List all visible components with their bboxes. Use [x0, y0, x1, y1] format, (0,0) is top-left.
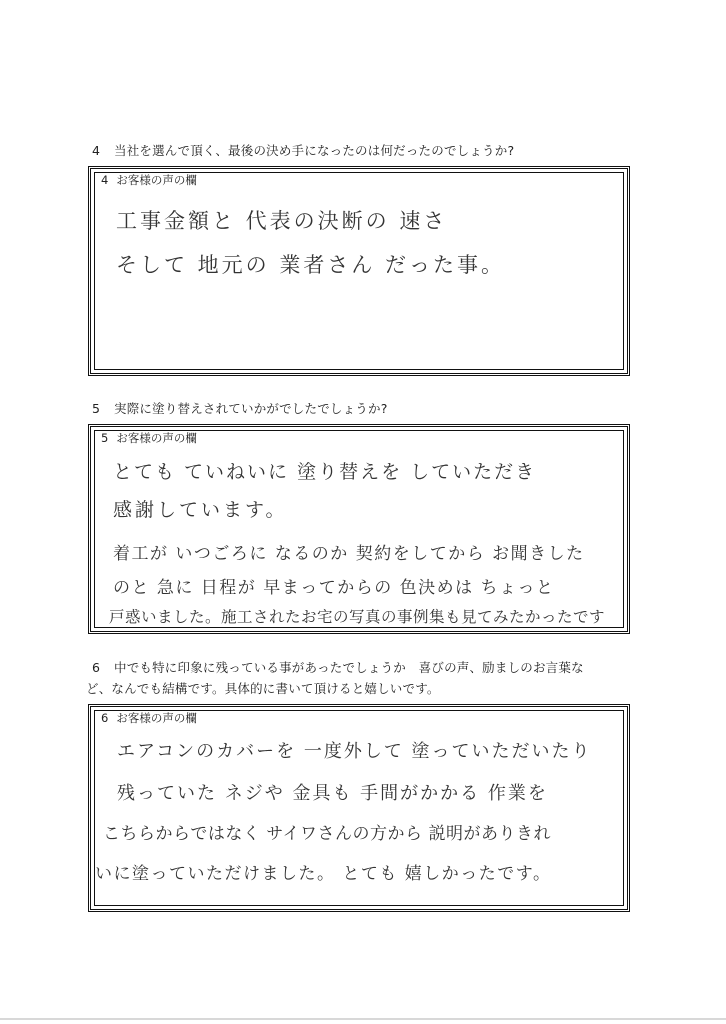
box-label — [101, 172, 197, 188]
handwritten-answer-line: とても ていねいに 塗り替えを していただき — [113, 461, 537, 483]
answer-box-5 — [88, 424, 630, 634]
question-text: 実際に塗り替えされていかがでしたでしょうか? — [114, 401, 388, 416]
box-label-text: お客様の声の欄 — [116, 173, 197, 187]
handwritten-answer-line: 残っていた ネジや 金具も 手間がかかる 作業を — [117, 783, 548, 804]
handwritten-answer-line: 工事金額と 代表の決断の 速さ — [116, 209, 448, 233]
box-label-text: お客様の声の欄 — [116, 431, 197, 445]
question-number: 4 — [92, 143, 101, 158]
scan-edge-line — [0, 1018, 726, 1020]
handwritten-answer-line: のと 急に 日程が 早まってからの 色決めは ちょっと — [113, 578, 555, 598]
question-6 — [86, 657, 662, 699]
question-number: 5 — [92, 401, 101, 416]
handwritten-answer-line: いに塗っていただけました。 とても 嬉しかったです。 — [95, 864, 552, 884]
handwritten-answer-line: そして 地元の 業者さん だった事。 — [116, 253, 506, 277]
handwritten-answer-line: 感謝しています。 — [113, 499, 288, 521]
handwritten-answer-line: 着工が いつごろに なるのか 契約をしてから お聞きした — [113, 544, 585, 564]
box-number: 5 — [101, 431, 109, 445]
box-label — [101, 710, 197, 726]
question-4 — [92, 140, 652, 161]
answer-box-6 — [88, 704, 630, 912]
box-number: 4 — [101, 173, 109, 187]
question-5 — [92, 398, 652, 419]
box-label — [101, 430, 197, 446]
handwritten-answer-line: こちらからではなく サイワさんの方から 説明がありきれ — [103, 824, 551, 844]
question-text: 当社を選んで頂く、最後の決め手になったのは何だったのでしょうか? — [114, 143, 515, 158]
box-label-text: お客様の声の欄 — [116, 711, 197, 725]
question-text: 中でも特に印象に残っている事があったでしょうか 喜びの声、励ましのお言葉な — [114, 660, 584, 675]
question-line — [92, 657, 662, 678]
handwritten-answer-line: エアコンのカバーを 一度外して 塗っていただいたり — [117, 741, 592, 762]
question-number: 6 — [92, 660, 101, 675]
question-line: ど、なんでも結構です。具体的に書いて頂けると嬉しいです。 — [86, 681, 440, 696]
box-number: 6 — [101, 711, 109, 725]
handwritten-answer-line: 戸惑いました。施工されたお宅の写真の事例集も見てみたかったです — [109, 608, 606, 626]
answer-box-4 — [88, 166, 630, 376]
